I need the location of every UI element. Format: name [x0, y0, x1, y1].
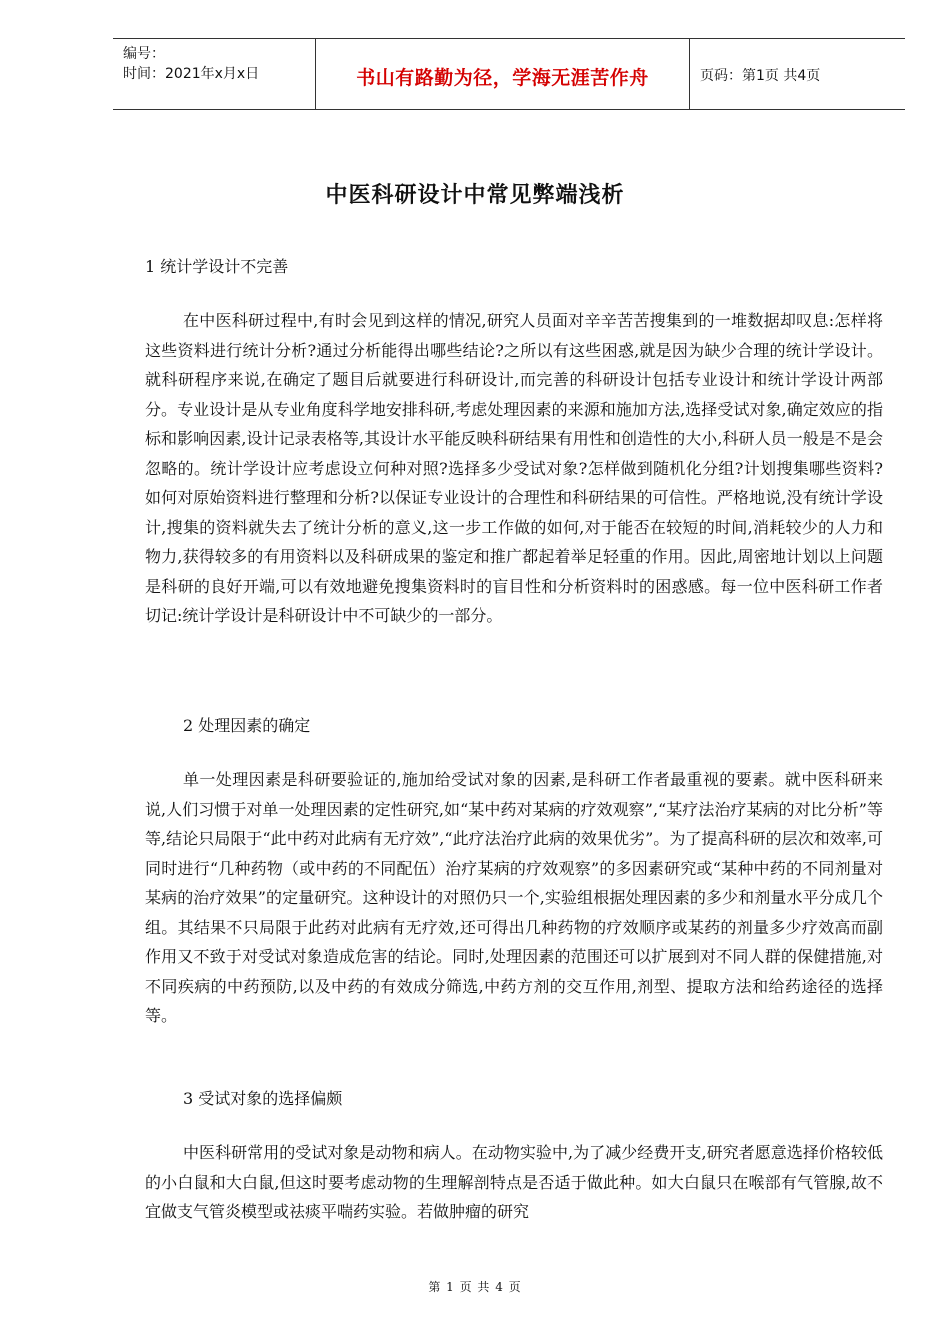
- section-paragraph-2: 单一处理因素是科研要验证的,施加给受试对象的因素,是科研工作者最重视的要素。就中医科研来说,人们习惯于对单一处理因素的定性研究,如“某中药对某病的疗效观察”,“某疗法治疗某病的对比分析”等等,结论只局限于“此中药对此病有无疗效”,“此疗法治疗此病的效果优劣”。为了提高科研的层次和效率,可同时进行“几种药物（或中药的不同配伍）治疗某病的疗效观察”的多因素研究或“某种中药的不同剂量对某病的治疗效果”的定量研究。这种设计的对照仍只一个,实验组根据处理因素的多少和剂量水平分成几个组。其结果不只局限于此药对此病有无疗效,还可得出几种药物的疗效顺序或某药的剂量多少疗效高而副作用又不致于对受试对象造成危害的结论。同时,处理因素的范围还可以扩展到对不同人群的保健措施,对不同疾病的中药预防,以及中药的有效成分筛选,中药方剂的交互作用,剂型、提取方法和给药途径的选择等。: [145, 770, 883, 1025]
- section-paragraph-1: 在中医科研过程中,有时会见到这样的情况,研究人员面对辛辛苦苦搜集到的一堆数据却叹息:怎样将这些资料进行统计分析?通过分析能得出哪些结论?之所以有这些困惑,就是因为缺少合理的统计学设计。就科研程序来说,在确定了题目后就要进行科研设计,而完善的科研设计包括专业设计和统计学设计两部分。专业设计是从专业角度科学地安排科研,考虑处理因素的来源和施加方法,选择受试对象,确定效应的指标和影响因素,设计记录表格等,其设计水平能反映科研结果有用性和创造性的大小,科研人员一般是不是会忽略的。统计学设计应考虑设立何种对照?选择多少受试对象?怎样做到随机化分组?计划搜集哪些资料?如何对原始资料进行整理和分析?以保证专业设计的合理性和科研结果的可信性。严格地说,没有统计学设计,搜集的资料就失去了统计分析的意义,这一步工作做的如何,对于能否在较短的时间,消耗较少的人力和物力,获得较多的有用资料以及科研成果的鉴定和推广都起着举足轻重的作用。因此,周密地计划以上问题是科研的良好开端,可以有效地避免搜集资料时的盲目性和分析资料时的困惑感。每一位中医科研工作者切记:统计学设计是科研设计中不可缺少的一部分。: [145, 311, 883, 625]
- header-info-cell: [113, 39, 316, 109]
- header-motto-cell: [316, 39, 690, 109]
- document-title: 中医科研设计中常见弊端浅析: [325, 183, 625, 208]
- section-heading-1: 1 统计学设计不完善: [145, 257, 289, 276]
- document-header: [113, 38, 905, 110]
- header-page-cell: [690, 39, 905, 109]
- page-footer: 第 1 页 共 4 页: [428, 1280, 522, 1294]
- date-label: 时间：2021年x月x日: [123, 66, 260, 82]
- section-heading-3: 3 受试对象的选择偏颇: [183, 1089, 343, 1108]
- page-info: 页码：第1页 共4页: [700, 68, 821, 84]
- section-paragraph-3: 中医科研常用的受试对象是动物和病人。在动物实验中,为了减少经费开支,研究者愿意选择价格较低的小白鼠和大白鼠,但这时要考虑动物的生理解剖特点是否适于做此种。如大白鼠只在喉部有气管腺,故不宜做支气管炎模型或祛痰平喘药实验。若做肿瘤的研究: [145, 1143, 883, 1221]
- number-label: 编号：: [123, 46, 165, 62]
- section-heading-2: 2 处理因素的确定: [183, 716, 311, 735]
- motto: 书山有路勤为径，学海无涯苦作舟: [356, 67, 649, 89]
